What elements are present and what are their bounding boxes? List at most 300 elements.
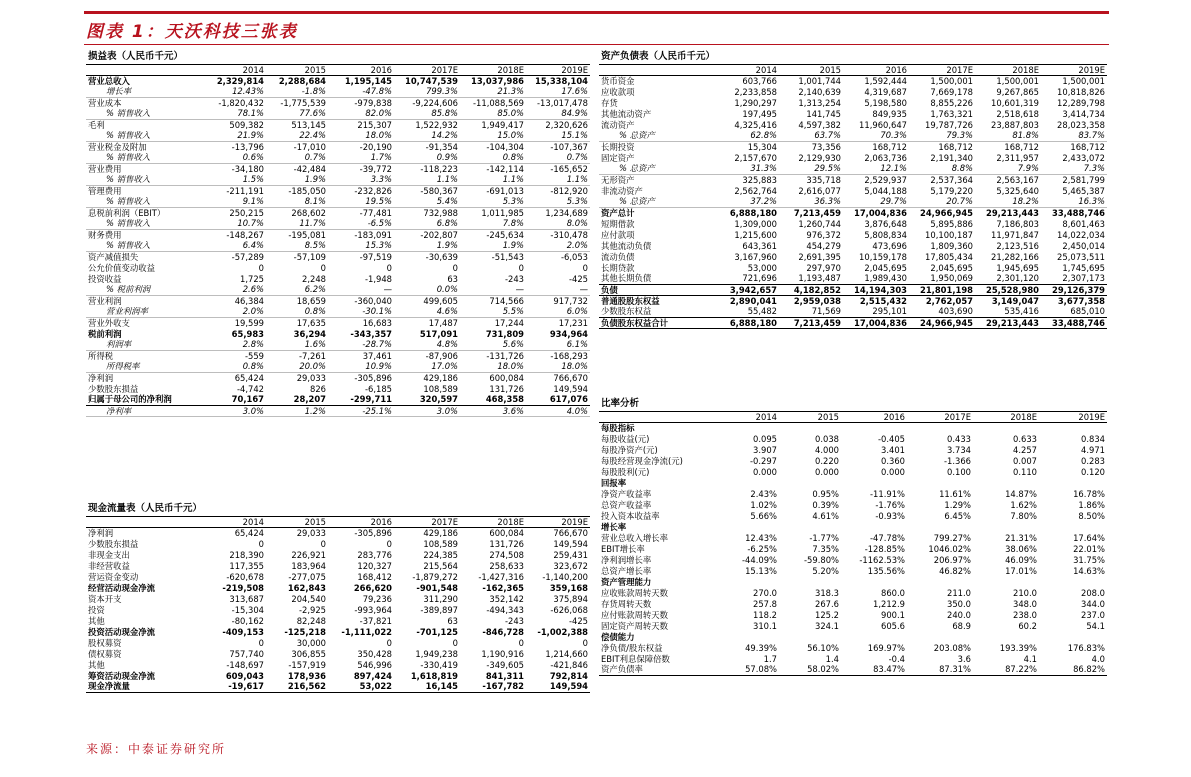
row-value: 306,855	[291, 648, 326, 659]
row-value: 46,384	[234, 295, 264, 306]
row-value	[779, 521, 841, 532]
row-value: -1.366	[944, 455, 971, 466]
row-value: 6,888,180	[709, 207, 779, 218]
row-value: 350,428	[357, 648, 392, 659]
row-value: 1,500,001	[930, 75, 973, 86]
table-row	[86, 549, 590, 560]
row-label: 净资产收益率	[601, 488, 652, 499]
section-title-row	[86, 50, 590, 64]
row-value: 2.0%	[204, 306, 266, 317]
row-label: 营业成本	[88, 97, 122, 108]
row-value: 83.47%	[841, 664, 907, 675]
row-value: 8.0%	[526, 218, 590, 229]
row-value: -77,481	[359, 207, 392, 218]
row-value: 0.95%	[812, 488, 839, 499]
row-value: 0.095	[753, 433, 777, 444]
row-value: 204,540	[291, 593, 326, 604]
row-value: 799.27%	[933, 532, 971, 543]
row-value: 4,182,852	[779, 284, 843, 295]
row-value: -494,343	[486, 604, 524, 615]
row-label: 增长率	[86, 86, 204, 97]
row-value: -125,218	[284, 626, 326, 637]
row-value: 0.283	[1081, 455, 1105, 466]
row-value: 324.1	[815, 620, 839, 631]
row-value: 53,000	[747, 262, 777, 273]
row-value: 30,000	[296, 637, 326, 648]
table-row	[599, 521, 1107, 532]
row-value: 1.1%	[394, 174, 460, 185]
table-row	[599, 152, 1107, 163]
row-value: 359,168	[549, 582, 588, 593]
row-label: 投资活动现金净流	[88, 626, 155, 637]
row-value: 2,890,041	[709, 295, 779, 306]
row-value: 4.6%	[394, 306, 460, 317]
row-value: 0	[386, 262, 392, 273]
row-value: 14.63%	[1073, 565, 1105, 576]
row-value: 237.0	[1081, 609, 1105, 620]
row-value: 10,601,319	[991, 97, 1039, 108]
year-header: 2014	[709, 64, 779, 75]
row-value: 70.3%	[843, 130, 909, 141]
row-value: 21,282,166	[991, 251, 1039, 262]
row-value: 714,566	[489, 295, 524, 306]
row-value: 546,996	[357, 659, 392, 670]
row-value: 1,592,444	[864, 75, 907, 86]
table-row	[599, 185, 1107, 196]
table-row	[86, 350, 590, 361]
row-value: 1,212.9	[873, 598, 905, 609]
row-value: 266,620	[353, 582, 392, 593]
row-value: -310,478	[550, 229, 588, 240]
row-value: 20.0%	[266, 361, 328, 372]
row-value: 2,616,077	[798, 185, 841, 196]
row-value: 68.9	[952, 620, 971, 631]
table-row	[86, 185, 590, 196]
table-row	[599, 444, 1107, 455]
table-row	[599, 240, 1107, 251]
row-value: 4,325,416	[734, 119, 777, 130]
row-value: 10,100,187	[925, 229, 973, 240]
row-value: -277,075	[288, 571, 326, 582]
row-label: EBIT增长率	[601, 543, 645, 554]
header-blank	[599, 411, 729, 422]
row-value: 3.907	[753, 444, 777, 455]
row-label: 营业利润率	[86, 306, 204, 317]
row-value: -245,634	[486, 229, 524, 240]
row-value: 20.7%	[909, 196, 975, 207]
row-value: -1.76%	[875, 499, 905, 510]
table-row	[599, 207, 1107, 218]
table-row	[599, 642, 1107, 653]
row-value: 65,424	[234, 527, 264, 538]
year-header: 2018E	[460, 64, 526, 75]
row-value: -131,726	[486, 350, 524, 361]
row-value: -211,191	[226, 185, 264, 196]
row-value: 17,244	[494, 317, 524, 328]
row-value: 2,563,167	[996, 174, 1039, 185]
row-value: 65,424	[234, 372, 264, 383]
row-value: 56.10%	[807, 642, 839, 653]
row-value: -349,605	[486, 659, 524, 670]
row-value: 29,213,443	[975, 317, 1041, 328]
row-value: 0	[258, 262, 264, 273]
row-value: 18.2%	[975, 196, 1041, 207]
row-value: 178,936	[287, 670, 326, 681]
row-value: 6.2%	[266, 284, 328, 295]
row-label: 投资	[88, 604, 105, 615]
table-row	[599, 609, 1107, 620]
table-row	[599, 218, 1107, 229]
row-value: 168,712	[1004, 141, 1039, 152]
row-value: 2.6%	[204, 284, 266, 295]
row-value: -34,180	[231, 163, 264, 174]
year-header: 2016	[841, 411, 907, 422]
table-row	[599, 130, 1107, 141]
row-value: 28,207	[266, 394, 328, 405]
row-value	[907, 477, 973, 488]
row-value: 11.7%	[266, 218, 328, 229]
row-value: 17,487	[428, 317, 458, 328]
row-value: 2,329,814	[216, 75, 264, 86]
row-value: 5,179,220	[930, 185, 973, 196]
row-value: 0.220	[815, 455, 839, 466]
row-value: 2,157,670	[734, 152, 777, 163]
table-row	[599, 163, 1107, 174]
year-header: 2016	[843, 64, 909, 75]
row-value: 6.1%	[526, 339, 590, 350]
row-label: % 销售收入	[86, 240, 204, 251]
row-value: 3.401	[881, 444, 905, 455]
row-value: 10,747,539	[405, 75, 458, 86]
row-value	[729, 521, 779, 532]
row-value: -0.297	[750, 455, 777, 466]
row-value: 2,529,937	[864, 174, 907, 185]
row-label: 少数股东损益	[88, 383, 139, 394]
row-value: 218,390	[229, 549, 264, 560]
row-value: 0.8%	[266, 306, 328, 317]
row-label: 筹资活动现金净流	[88, 670, 155, 681]
row-label: 经营活动现金净流	[88, 582, 155, 593]
row-value: 1,011,985	[481, 207, 524, 218]
row-label: 营业总收入增长率	[601, 532, 668, 543]
row-value: 323,672	[553, 560, 588, 571]
row-label: 偿债能力	[601, 631, 635, 642]
row-value: -701,125	[416, 626, 458, 637]
row-value: 208.0	[1081, 587, 1105, 598]
row-value: 6.45%	[944, 510, 971, 521]
row-value: 18,659	[296, 295, 326, 306]
row-value: 0.8%	[204, 361, 266, 372]
row-label: 所得税率	[86, 361, 204, 372]
table-row	[86, 317, 590, 328]
row-value: 4.0	[1091, 653, 1105, 664]
row-value: 0.433	[947, 433, 971, 444]
row-value: 792,814	[549, 670, 588, 681]
row-value: 0	[320, 538, 326, 549]
row-label: % 销售收入	[86, 130, 204, 141]
row-value: 310.1	[753, 620, 777, 631]
row-label: 毛利	[88, 119, 105, 130]
row-value: 15,338,104	[535, 75, 588, 86]
row-value: 8.1%	[266, 196, 328, 207]
row-value: 38.06%	[1005, 543, 1037, 554]
row-value: 0	[452, 637, 458, 648]
row-value: 766,670	[553, 527, 588, 538]
row-value: 3,876,648	[864, 218, 907, 229]
row-label: 负债股东权益合计	[599, 317, 709, 328]
row-value: -148,267	[226, 229, 264, 240]
row-label: 其他长期负债	[601, 273, 652, 284]
title-rule	[84, 44, 1109, 45]
row-value: 2,301,120	[996, 273, 1039, 284]
row-value: 31.3%	[709, 163, 779, 174]
table-row	[599, 141, 1107, 152]
year-header: 2017E	[909, 64, 975, 75]
row-value: 0.120	[1081, 466, 1105, 477]
row-value: -87,906	[425, 350, 458, 361]
row-value: -17,010	[293, 141, 326, 152]
income-statement	[86, 50, 590, 417]
row-label: 每股经营现金净流(元)	[601, 455, 683, 466]
row-value: 168,712	[1070, 141, 1105, 152]
row-value	[907, 576, 973, 587]
row-value: -107,367	[550, 141, 588, 152]
row-label: 营业总收入	[88, 75, 130, 86]
row-value: 1.1%	[460, 174, 526, 185]
row-value: 335,718	[806, 174, 841, 185]
row-value: 1,989,430	[864, 273, 907, 284]
row-value: 21.3%	[460, 86, 526, 97]
row-value: 2,140,639	[798, 86, 841, 97]
row-value: 0	[258, 538, 264, 549]
row-value: 55,482	[747, 306, 777, 317]
table-row	[86, 284, 590, 295]
section-title-row	[599, 397, 1107, 411]
row-label: % 总资产	[599, 196, 709, 207]
row-value: 203.08%	[933, 642, 971, 653]
row-value: 1,949,238	[415, 648, 458, 659]
row-value: 215,564	[423, 560, 458, 571]
row-value: 1.29%	[944, 499, 971, 510]
table-row	[599, 510, 1107, 521]
section-title: 损益表（人民币千元）	[86, 50, 590, 64]
row-label: 应付款项	[601, 229, 635, 240]
row-label: 资产负债率	[599, 664, 729, 675]
row-value: 732,988	[423, 207, 458, 218]
row-label: % 总资产	[599, 163, 709, 174]
row-value: 1,214,660	[545, 648, 588, 659]
row-value: 1.2%	[266, 405, 328, 416]
row-value: 3.0%	[204, 405, 266, 416]
row-value: 193.39%	[999, 642, 1037, 653]
row-value: 1,234,689	[545, 207, 588, 218]
header-blank	[86, 516, 204, 527]
table-row	[599, 119, 1107, 130]
row-value: 731,809	[485, 328, 524, 339]
row-value: -118,223	[420, 163, 458, 174]
row-value: 7.3%	[1041, 163, 1107, 174]
table-row	[86, 659, 590, 670]
row-value: 19,599	[234, 317, 264, 328]
row-value: -219,508	[222, 582, 264, 593]
row-value: 5,044,188	[864, 185, 907, 196]
row-value: 0.6%	[204, 152, 266, 163]
row-value: 8,855,226	[930, 97, 973, 108]
row-value: 0.000	[753, 466, 777, 477]
row-value	[973, 521, 1039, 532]
row-label: 息税前利润（EBIT）	[88, 207, 166, 218]
row-value	[841, 422, 907, 433]
row-value: 1,745,695	[1062, 262, 1105, 273]
table-row	[86, 383, 590, 394]
table-row	[86, 152, 590, 163]
row-value: 117,355	[229, 560, 264, 571]
row-value: 1,193,487	[798, 273, 841, 284]
row-value: 429,186	[423, 372, 458, 383]
row-label: 每股净资产(元)	[601, 444, 658, 455]
row-value: -165,652	[550, 163, 588, 174]
section-title: 比率分析	[599, 397, 1107, 411]
row-value: -47.78%	[870, 532, 905, 543]
row-label: 非经营收益	[88, 560, 130, 571]
row-value: 297,970	[806, 262, 841, 273]
row-value: -1,948	[365, 273, 392, 284]
row-label: 财务费用	[88, 229, 122, 240]
row-value: 258,633	[489, 560, 524, 571]
table-row	[86, 130, 590, 141]
row-value: 79.3%	[909, 130, 975, 141]
row-value: 63.7%	[779, 130, 843, 141]
row-value: -28.7%	[328, 339, 394, 350]
row-value: 517,091	[419, 328, 458, 339]
year-header: 2014	[204, 64, 266, 75]
row-value: 295,101	[872, 306, 907, 317]
row-value: -0.405	[878, 433, 905, 444]
row-label: 债权募资	[88, 648, 122, 659]
row-value: 685,010	[1070, 306, 1105, 317]
year-header: 2015	[266, 516, 328, 527]
row-value: 766,670	[553, 372, 588, 383]
table-row	[599, 598, 1107, 609]
row-value: 1,500,001	[996, 75, 1039, 86]
row-value: -305,896	[354, 372, 392, 383]
row-label: 投资收益	[88, 273, 122, 284]
section-title: 现金流量表（人民币千元）	[86, 502, 590, 516]
row-value: 82,248	[296, 615, 326, 626]
row-value: 7,186,803	[996, 218, 1039, 229]
row-value: 49.39%	[745, 642, 777, 653]
row-value: 5,808,834	[864, 229, 907, 240]
row-value: -343,357	[350, 328, 392, 339]
row-value: 0	[258, 637, 264, 648]
row-value: 84.9%	[526, 108, 590, 119]
row-value	[779, 576, 841, 587]
row-value: 10.9%	[328, 361, 394, 372]
table-row	[599, 477, 1107, 488]
row-value: 721,696	[742, 273, 777, 284]
row-value: -1162.53%	[859, 554, 905, 565]
row-value: 18.0%	[526, 361, 590, 372]
table-row	[599, 108, 1107, 119]
row-value: -409,153	[222, 626, 264, 637]
row-value: 0	[518, 637, 524, 648]
row-value: -157,919	[288, 659, 326, 670]
row-value: 1.9%	[460, 240, 526, 251]
row-value: 33,488,746	[1041, 317, 1107, 328]
row-value: 63	[447, 615, 458, 626]
row-value: 352,142	[489, 593, 524, 604]
row-value: 108,589	[423, 383, 458, 394]
row-value: 917,732	[553, 295, 588, 306]
row-value: 274,508	[489, 549, 524, 560]
row-value: -25.1%	[328, 405, 394, 416]
row-value: 1.02%	[750, 499, 777, 510]
table-row	[599, 664, 1107, 675]
row-value	[1039, 631, 1107, 642]
row-label: 净利润增长率	[601, 554, 652, 565]
year-header: 2016	[328, 516, 394, 527]
row-label: % 销售收入	[86, 152, 204, 163]
row-value: 7,213,459	[779, 317, 843, 328]
row-value: 841,311	[485, 670, 524, 681]
row-value: -57,289	[231, 251, 264, 262]
row-value: -0.93%	[875, 510, 905, 521]
row-value	[729, 477, 779, 488]
row-value: 268,602	[291, 207, 326, 218]
row-value: 2,518,618	[996, 108, 1039, 119]
row-value: -20,190	[359, 141, 392, 152]
row-value: -128.85%	[864, 543, 905, 554]
row-value: 168,712	[938, 141, 973, 152]
row-value: 176.83%	[1067, 642, 1105, 653]
table-row	[86, 615, 590, 626]
row-value: 1,001,744	[798, 75, 841, 86]
row-value: 325,883	[742, 174, 777, 185]
row-value	[841, 521, 907, 532]
row-label: 其他	[88, 659, 105, 670]
row-value: -91,354	[425, 141, 458, 152]
row-value: 0	[582, 637, 588, 648]
row-value: 0.834	[1081, 433, 1105, 444]
row-label: 增长率	[601, 521, 627, 532]
row-value: -13,017,478	[537, 97, 588, 108]
table-row	[86, 240, 590, 251]
row-value: 757,740	[229, 648, 264, 659]
row-value: 17.01%	[1005, 565, 1037, 576]
row-value: 1.9%	[266, 174, 328, 185]
table-row	[86, 174, 590, 185]
year-header: 2019E	[526, 516, 590, 527]
row-value: 2,581,799	[1062, 174, 1105, 185]
row-value: 149,594	[526, 681, 590, 692]
section-title-row	[599, 50, 1107, 64]
table-row	[86, 637, 590, 648]
row-value: 23,887,803	[991, 119, 1039, 130]
row-value: 429,186	[423, 527, 458, 538]
row-value: 37.2%	[709, 196, 779, 207]
row-value: -389,897	[420, 604, 458, 615]
row-value	[1039, 422, 1107, 433]
row-value	[779, 422, 841, 433]
row-value: 14,194,303	[843, 284, 909, 295]
row-label: 存货周转天数	[601, 598, 652, 609]
row-value: 81.8%	[975, 130, 1041, 141]
row-value: 16.78%	[1073, 488, 1105, 499]
row-value	[729, 576, 779, 587]
table-row	[599, 576, 1107, 587]
table-row	[86, 207, 590, 218]
row-value: 454,279	[806, 240, 841, 251]
